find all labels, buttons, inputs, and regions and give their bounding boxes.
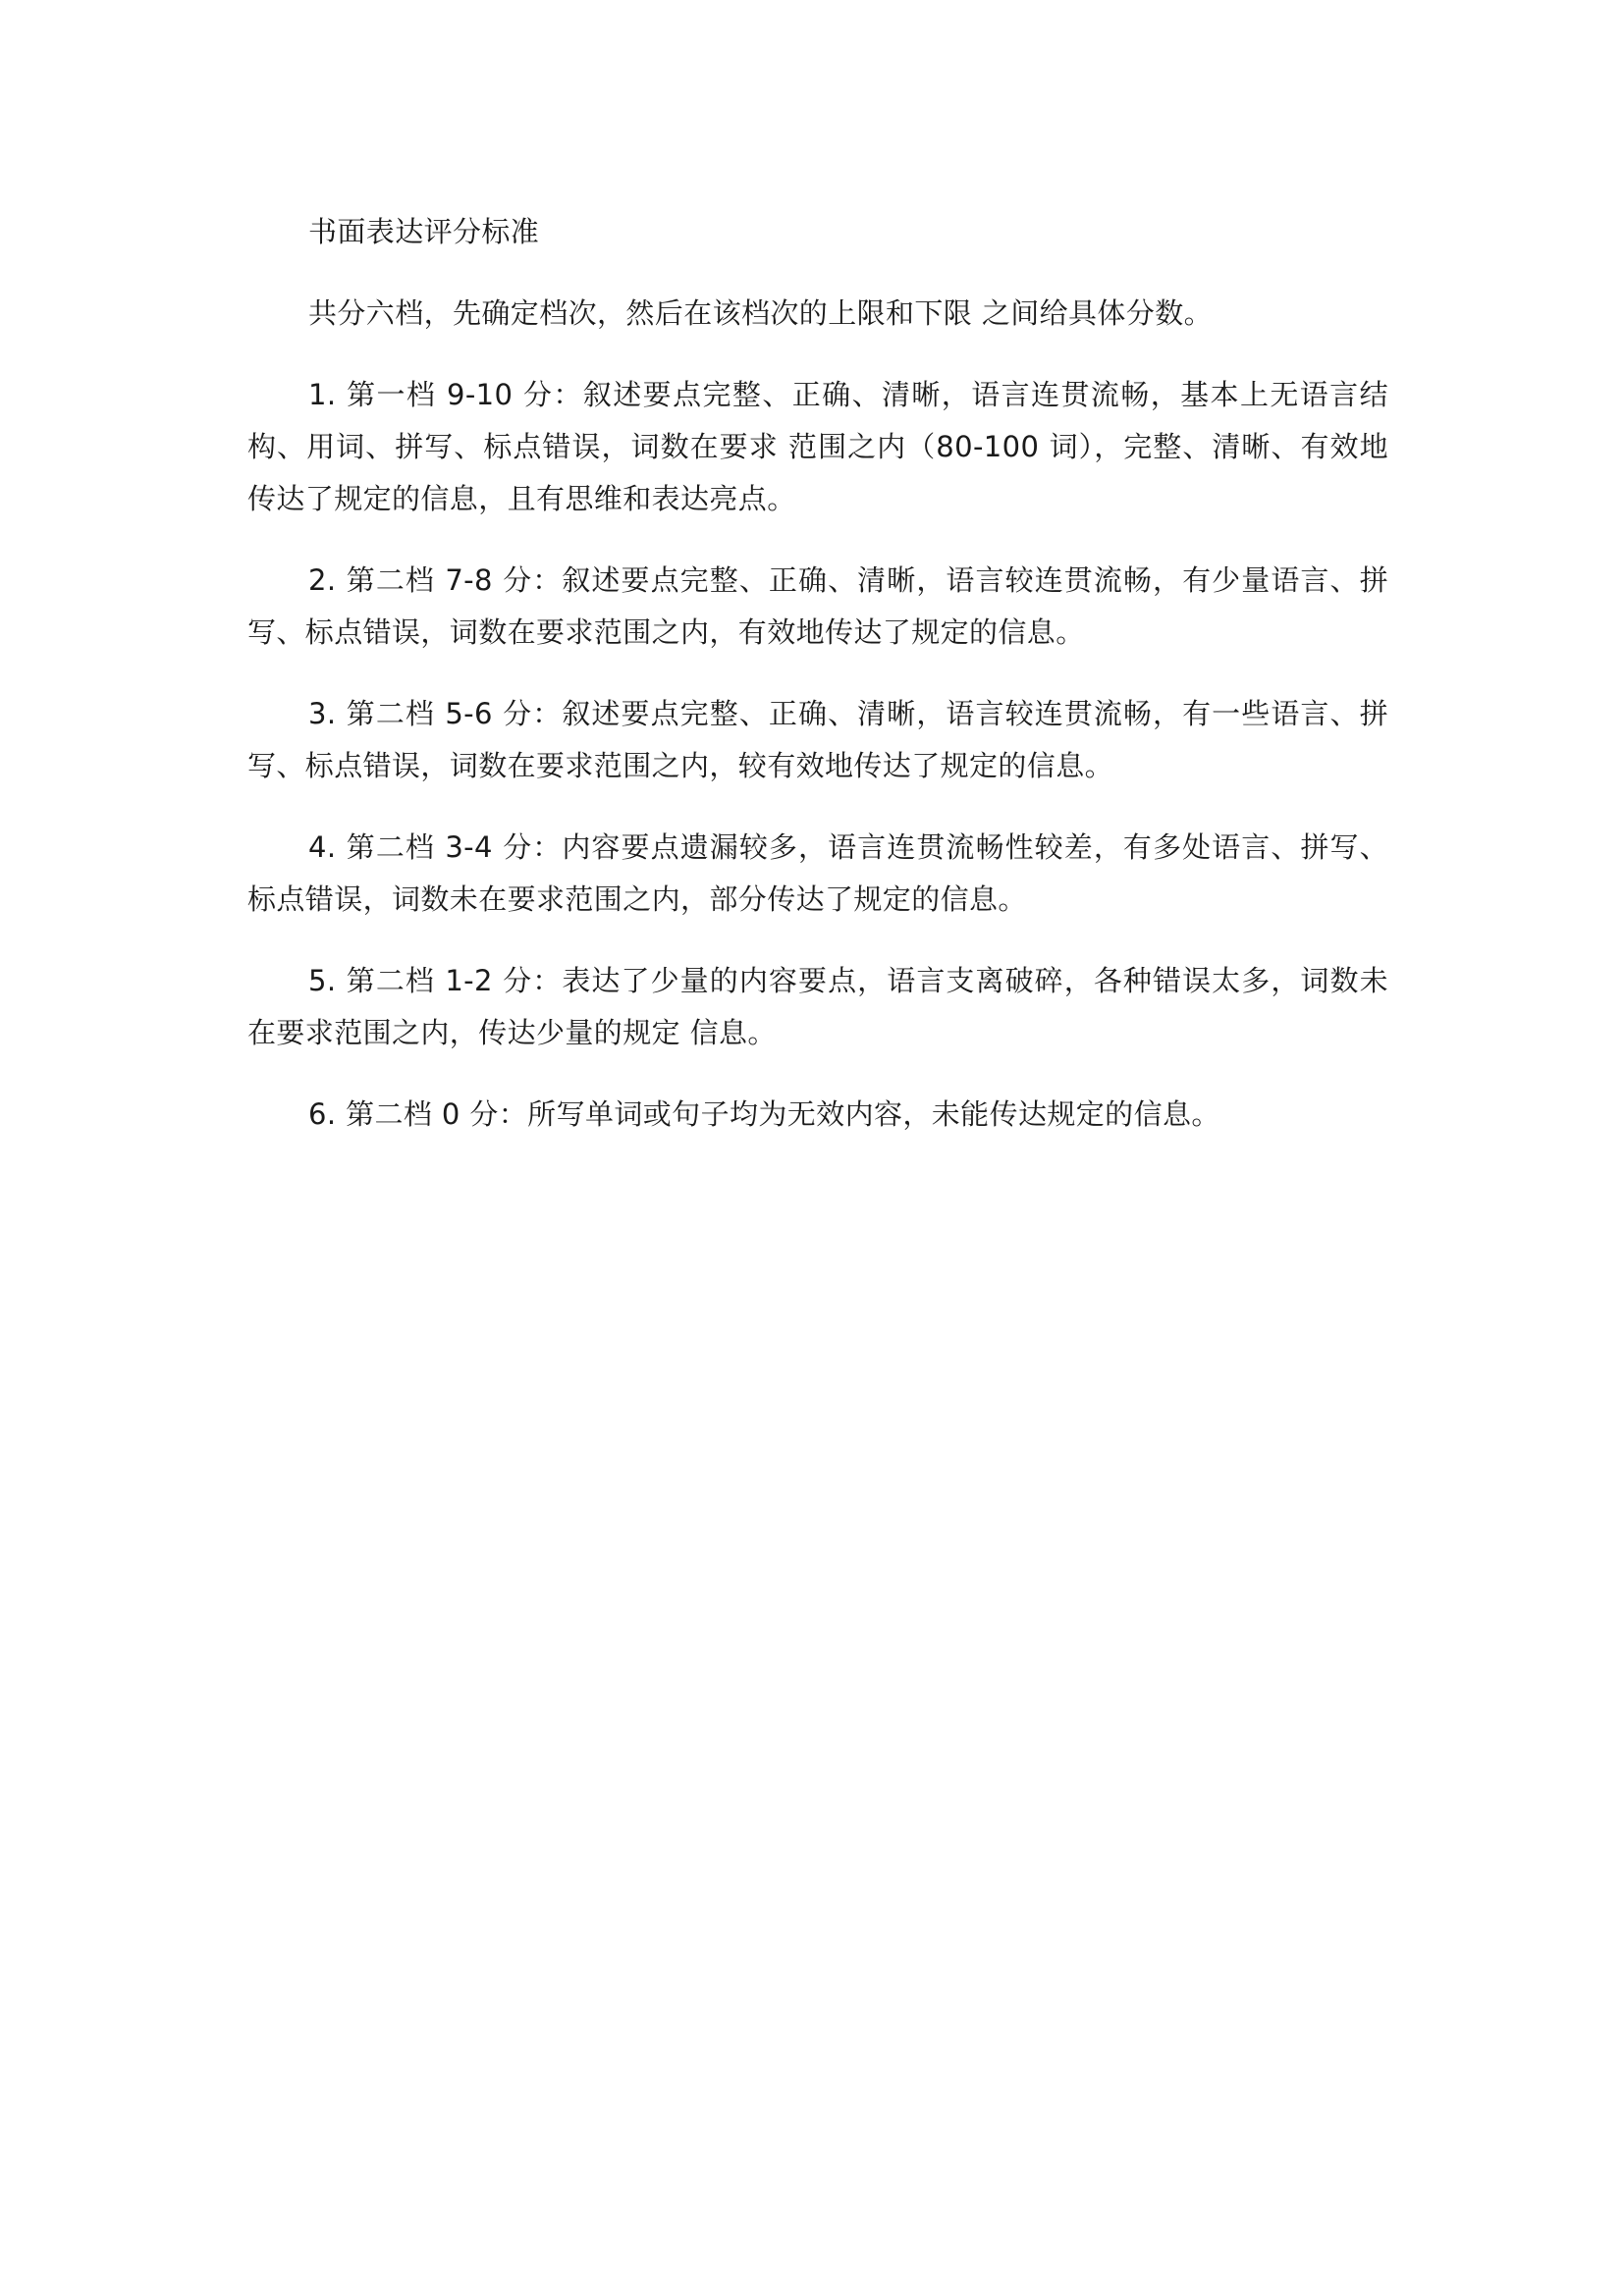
document-body bbox=[247, 206, 1388, 1170]
intro-paragraph: 共分六档，先确定档次，然后在该档次的上限和下限 之间给具体分数。 bbox=[308, 296, 1214, 330]
criterion-level-6: 6. 第二档 0 分：所写单词或句子均为无效内容，未能传达规定的信息。 bbox=[308, 1097, 1220, 1131]
criterion-level-3: 3. 第二档 5-6 分：叙述要点完整、正确、清晰，语言较连贯流畅，有一些语言、拼写、标点错误，词数在要求范围之内，较有效地传达了规定的信息。 bbox=[247, 697, 1388, 782]
criterion-level-1: 1. 第一档 9-10 分：叙述要点完整、正确、清晰，语言连贯流畅，基本上无语言结构、用词、拼写、标点错误，词数在要求 范围之内（80-100 词），完整、清晰、有效地传达了规定的信息，且有思维和表达亮点。 bbox=[247, 378, 1388, 515]
criterion-level-4: 4. 第二档 3-4 分：内容要点遗漏较多，语言连贯流畅性较差，有多处语言、拼写、标点错误，词数未在要求范围之内，部分传达了规定的信息。 bbox=[247, 830, 1388, 916]
document-title: 书面表达评分标准 bbox=[308, 215, 540, 248]
criterion-level-2: 2. 第二档 7-8 分：叙述要点完整、正确、清晰，语言较连贯流畅，有少量语言、拼写、标点错误，词数在要求范围之内，有效地传达了规定的信息。 bbox=[247, 563, 1388, 649]
criterion-level-5: 5. 第二档 1-2 分：表达了少量的内容要点，语言支离破碎，各种错误太多，词数未在要求范围之内，传达少量的规定 信息。 bbox=[247, 964, 1388, 1049]
